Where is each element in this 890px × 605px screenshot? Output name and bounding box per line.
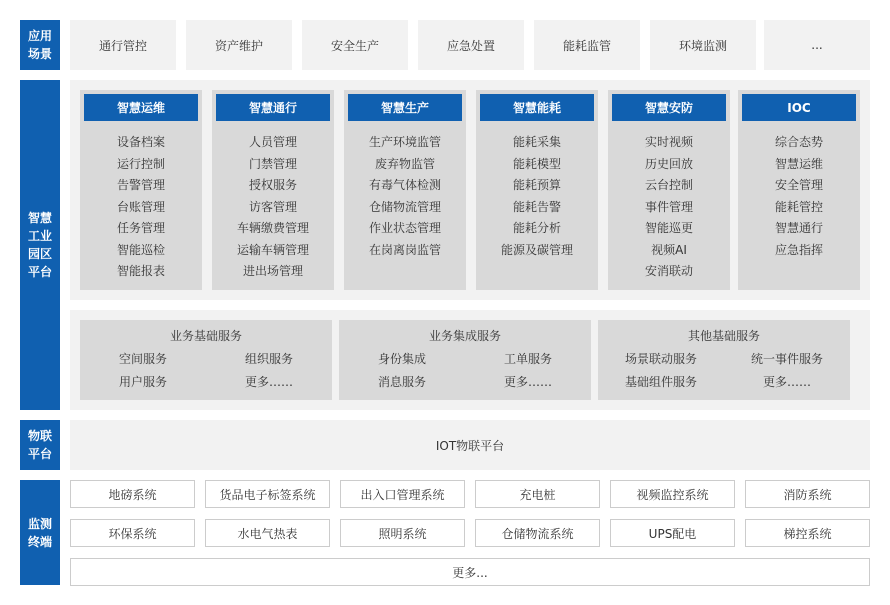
scene-box-more: ...	[764, 20, 870, 70]
module-item: 应急指挥	[774, 242, 823, 257]
service-card	[80, 320, 332, 400]
service-card	[598, 320, 850, 400]
service-item: 空间服务	[118, 352, 167, 366]
module-item: 车辆缴费管理	[236, 221, 309, 235]
module-item: 任务管理	[116, 221, 165, 235]
terminal-box: 消防系统	[745, 480, 870, 508]
module-item: 有毒气体检测	[368, 178, 441, 192]
module-title: 智慧生产	[348, 94, 462, 121]
module-item: 进出场管理	[242, 264, 303, 278]
module-item: 历史回放	[644, 156, 693, 171]
service-item: 更多……	[244, 375, 293, 389]
scene-box: 资产维护	[186, 20, 292, 70]
module-item: 设备档案	[116, 135, 165, 149]
module-card	[608, 90, 730, 290]
layer-label-terminal: 监测终端	[20, 480, 60, 585]
scene-box: 应急处置	[418, 20, 524, 70]
service-item: 工单服务	[503, 352, 552, 366]
module-item: 门禁管理	[248, 156, 297, 171]
module-item: 能耗告警	[512, 199, 561, 214]
terminal-box: 环保系统	[70, 519, 195, 547]
module-item: 生产环境监管	[368, 135, 441, 149]
layer-label-scene: 应用场景	[20, 20, 60, 70]
module-card	[212, 90, 334, 290]
module-item: 告警管理	[116, 178, 165, 192]
terminal-box: 出入口管理系统	[340, 480, 465, 508]
service-item: 消息服务	[377, 375, 426, 389]
module-item: 安消联动	[644, 264, 693, 278]
terminal-box: 视频监控系统	[610, 480, 735, 508]
terminal-box: 照明系统	[340, 519, 465, 547]
service-item: 场景联动服务	[624, 352, 697, 366]
module-title: 智慧通行	[216, 94, 330, 121]
terminal-box: 水电气热表	[205, 519, 330, 547]
module-item: 授权服务	[248, 178, 297, 192]
module-item: 台账管理	[116, 199, 165, 214]
module-item: 运行控制	[116, 156, 165, 171]
service-title: 业务集成服务	[428, 329, 501, 343]
layer-label-iot: 物联平台	[20, 420, 60, 470]
module-item: 能耗管控	[774, 199, 823, 214]
module-card	[738, 90, 860, 290]
module-item: 能耗分析	[512, 221, 561, 235]
scene-box: 能耗监管	[534, 20, 640, 70]
service-card	[339, 320, 591, 400]
module-item: 智能巡更	[644, 221, 693, 235]
module-item: 作业状态管理	[368, 221, 441, 235]
service-item: 更多……	[503, 375, 552, 389]
module-item: 人员管理	[248, 135, 297, 149]
module-title: 智慧安防	[612, 94, 726, 121]
module-item: 运输车辆管理	[236, 242, 309, 257]
module-title: IOC	[742, 94, 856, 121]
module-item: 云台控制	[644, 178, 693, 192]
terminal-box: UPS配电	[610, 519, 735, 547]
service-title: 其他基础服务	[687, 329, 760, 343]
module-item: 能耗采集	[512, 135, 561, 149]
module-item: 视频AI	[651, 242, 687, 257]
terminal-box: 地磅系统	[70, 480, 195, 508]
terminal-more: 更多...	[70, 558, 870, 586]
module-card	[80, 90, 202, 290]
service-item: 组织服务	[244, 352, 293, 366]
scene-box: 安全生产	[302, 20, 408, 70]
iot-platform: IOT物联平台	[70, 420, 870, 470]
service-title: 业务基础服务	[169, 329, 242, 343]
module-item: 废弃物监管	[374, 156, 435, 171]
module-card	[344, 90, 466, 290]
terminal-box: 梯控系统	[745, 519, 870, 547]
module-item: 能耗模型	[512, 156, 561, 171]
module-item: 能源及碳管理	[500, 242, 573, 257]
layer-label-park-platform: 智慧工业园区平台	[20, 80, 60, 410]
service-item: 统一事件服务	[750, 352, 823, 366]
module-item: 智慧运维	[774, 156, 823, 171]
module-item: 智能报表	[116, 264, 165, 278]
module-item: 仓储物流管理	[368, 199, 441, 214]
module-item: 智能巡检	[116, 242, 165, 257]
service-item: 用户服务	[118, 375, 167, 389]
module-item: 在岗离岗监管	[368, 242, 441, 257]
scene-box: 通行管控	[70, 20, 176, 70]
service-item: 更多……	[762, 375, 811, 389]
module-title: 智慧运维	[84, 94, 198, 121]
module-item: 智慧通行	[774, 221, 823, 235]
terminal-box: 充电桩	[475, 480, 600, 508]
terminal-box: 货品电子标签系统	[205, 480, 330, 508]
terminal-box: 仓储物流系统	[475, 519, 600, 547]
scene-box: 环境监测	[650, 20, 756, 70]
service-item: 身份集成	[377, 352, 426, 366]
module-item: 综合态势	[774, 135, 823, 149]
module-item: 事件管理	[644, 199, 693, 214]
service-item: 基础组件服务	[624, 375, 697, 389]
module-item: 能耗预算	[512, 178, 561, 192]
module-card	[476, 90, 598, 290]
module-item: 安全管理	[774, 178, 823, 192]
module-item: 实时视频	[644, 135, 693, 149]
module-item: 访客管理	[248, 199, 297, 214]
module-title: 智慧能耗	[480, 94, 594, 121]
